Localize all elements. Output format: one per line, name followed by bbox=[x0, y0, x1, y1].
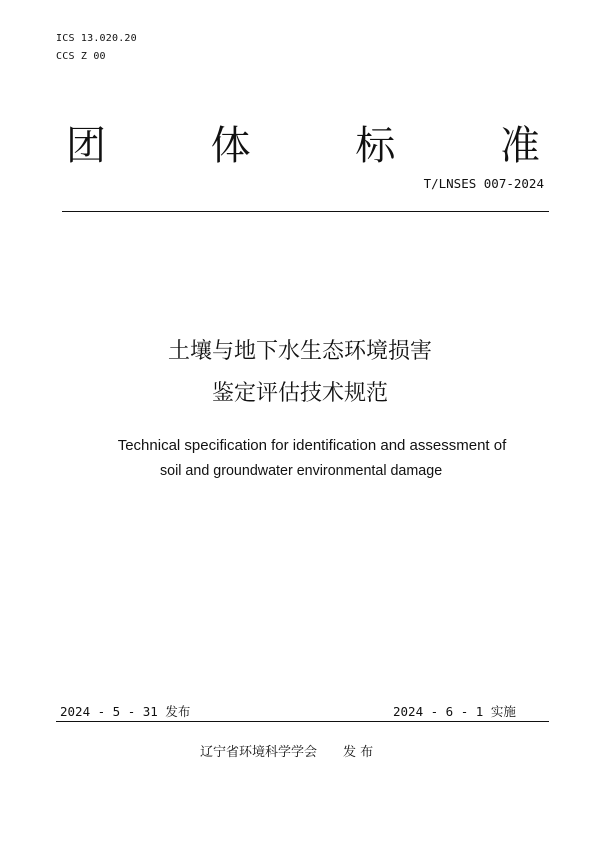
publisher-line bbox=[200, 741, 373, 760]
english-title-line-2: soil and groundwater environmental damage bbox=[160, 463, 443, 479]
chinese-title-line-2: 鉴定评估技术规范 bbox=[211, 381, 388, 406]
publisher-action: 发 布 bbox=[343, 745, 374, 760]
title-char: 标 bbox=[355, 123, 396, 169]
title-char: 准 bbox=[499, 123, 540, 169]
bottom-divider bbox=[56, 721, 549, 722]
english-title-line-1: Technical specification for identification and assessment of bbox=[117, 437, 507, 454]
ccs-code: CCS Z 00 bbox=[56, 51, 106, 62]
issue-date: 2024 - 5 - 31 发布 bbox=[60, 704, 191, 719]
top-divider bbox=[62, 211, 549, 212]
title-char: 团 bbox=[66, 123, 106, 169]
publisher-org: 辽宁省环境科学学会 bbox=[200, 745, 318, 760]
standard-number: T/LNSES 007-2024 bbox=[423, 176, 544, 191]
chinese-title-line-1: 土壤与地下水生态环境损害 bbox=[167, 339, 432, 364]
implementation-date: 2024 - 6 - 1 实施 bbox=[393, 704, 516, 719]
document-type-title bbox=[60, 120, 546, 172]
ics-code: ICS 13.020.20 bbox=[56, 33, 137, 44]
title-char: 体 bbox=[210, 123, 251, 169]
